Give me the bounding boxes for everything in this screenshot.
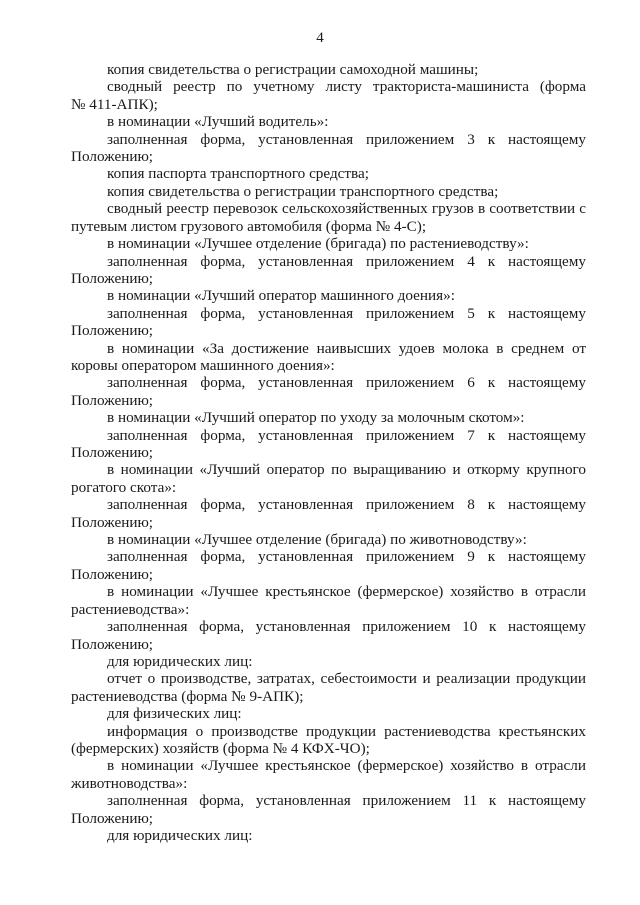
text-line: Положению; bbox=[71, 636, 154, 653]
text-line: заполненная форма, установленная приложением 7 к настоящему bbox=[107, 427, 586, 444]
text-line: Положению; bbox=[71, 270, 154, 287]
text-line: в номинации «Лучший оператор по уходу за молочным скотом»: bbox=[107, 409, 525, 426]
text-line: информация о производстве продукции растениеводства крестьянских bbox=[107, 723, 586, 740]
text-line: заполненная форма, установленная приложением 10 к настоящему bbox=[107, 618, 586, 635]
text-line: Положению; bbox=[71, 566, 154, 583]
text-line: Положению; bbox=[71, 322, 154, 339]
text-line: путевым листом грузового автомобиля (форма № 4-С); bbox=[71, 218, 427, 235]
text-line: в номинации «Лучший оператор машинного доения»: bbox=[107, 287, 455, 304]
text-line: в номинации «За достижение наивысших удоев молока в среднем от bbox=[107, 340, 586, 357]
text-line: сводный реестр перевозок сельскохозяйственных грузов в соответствии с bbox=[107, 200, 586, 217]
text-line: рогатого скота»: bbox=[71, 479, 177, 496]
text-line: растениеводства»: bbox=[71, 601, 190, 618]
text-line: заполненная форма, установленная приложением 9 к настоящему bbox=[107, 548, 586, 565]
text-line: животноводства»: bbox=[71, 775, 188, 792]
text-line: для юридических лиц: bbox=[107, 827, 253, 844]
text-line: копия свидетельства о регистрации самоходной машины; bbox=[107, 61, 479, 78]
text-line: копия паспорта транспортного средства; bbox=[107, 165, 369, 182]
text-line: сводный реестр по учетному листу тракториста-машиниста (форма bbox=[107, 78, 586, 95]
text-line: заполненная форма, установленная приложением 6 к настоящему bbox=[107, 374, 586, 391]
text-line: заполненная форма, установленная приложением 8 к настоящему bbox=[107, 496, 586, 513]
text-line: в номинации «Лучшее крестьянское (фермерское) хозяйство в отрасли bbox=[107, 757, 586, 774]
text-line: для юридических лиц: bbox=[107, 653, 253, 670]
text-line: (фермерских) хозяйств (форма № 4 КФХ-ЧО); bbox=[71, 740, 370, 757]
text-line: Положению; bbox=[71, 148, 154, 165]
text-line: заполненная форма, установленная приложением 5 к настоящему bbox=[107, 305, 586, 322]
text-line: Положению; bbox=[71, 514, 154, 531]
text-line: Положению; bbox=[71, 392, 154, 409]
text-line: коровы оператором машинного доения»: bbox=[71, 357, 335, 374]
text-line: в номинации «Лучший водитель»: bbox=[107, 113, 329, 130]
text-line: растениеводства (форма № 9-АПК); bbox=[71, 688, 304, 705]
page-number: 4 bbox=[316, 30, 324, 46]
text-line: отчет о производстве, затратах, себестоимости и реализации продукции bbox=[107, 670, 586, 687]
text-line: Положению; bbox=[71, 444, 154, 461]
text-line: в номинации «Лучшее крестьянское (фермерское) хозяйство в отрасли bbox=[107, 583, 586, 600]
text-line: заполненная форма, установленная приложением 4 к настоящему bbox=[107, 253, 586, 270]
text-line: заполненная форма, установленная приложением 11 к настоящему bbox=[107, 792, 586, 809]
text-line: для физических лиц: bbox=[107, 705, 242, 722]
text-line: Положению; bbox=[71, 810, 154, 827]
text-line: в номинации «Лучший оператор по выращиванию и откорму крупного bbox=[107, 461, 586, 478]
text-line: заполненная форма, установленная приложением 3 к настоящему bbox=[107, 131, 586, 148]
text-line: в номинации «Лучшее отделение (бригада) по растениеводству»: bbox=[107, 235, 529, 252]
text-line: в номинации «Лучшее отделение (бригада) по животноводству»: bbox=[107, 531, 527, 548]
text-line: № 411-АПК); bbox=[71, 96, 158, 113]
text-line: копия свидетельства о регистрации транспортного средства; bbox=[107, 183, 499, 200]
